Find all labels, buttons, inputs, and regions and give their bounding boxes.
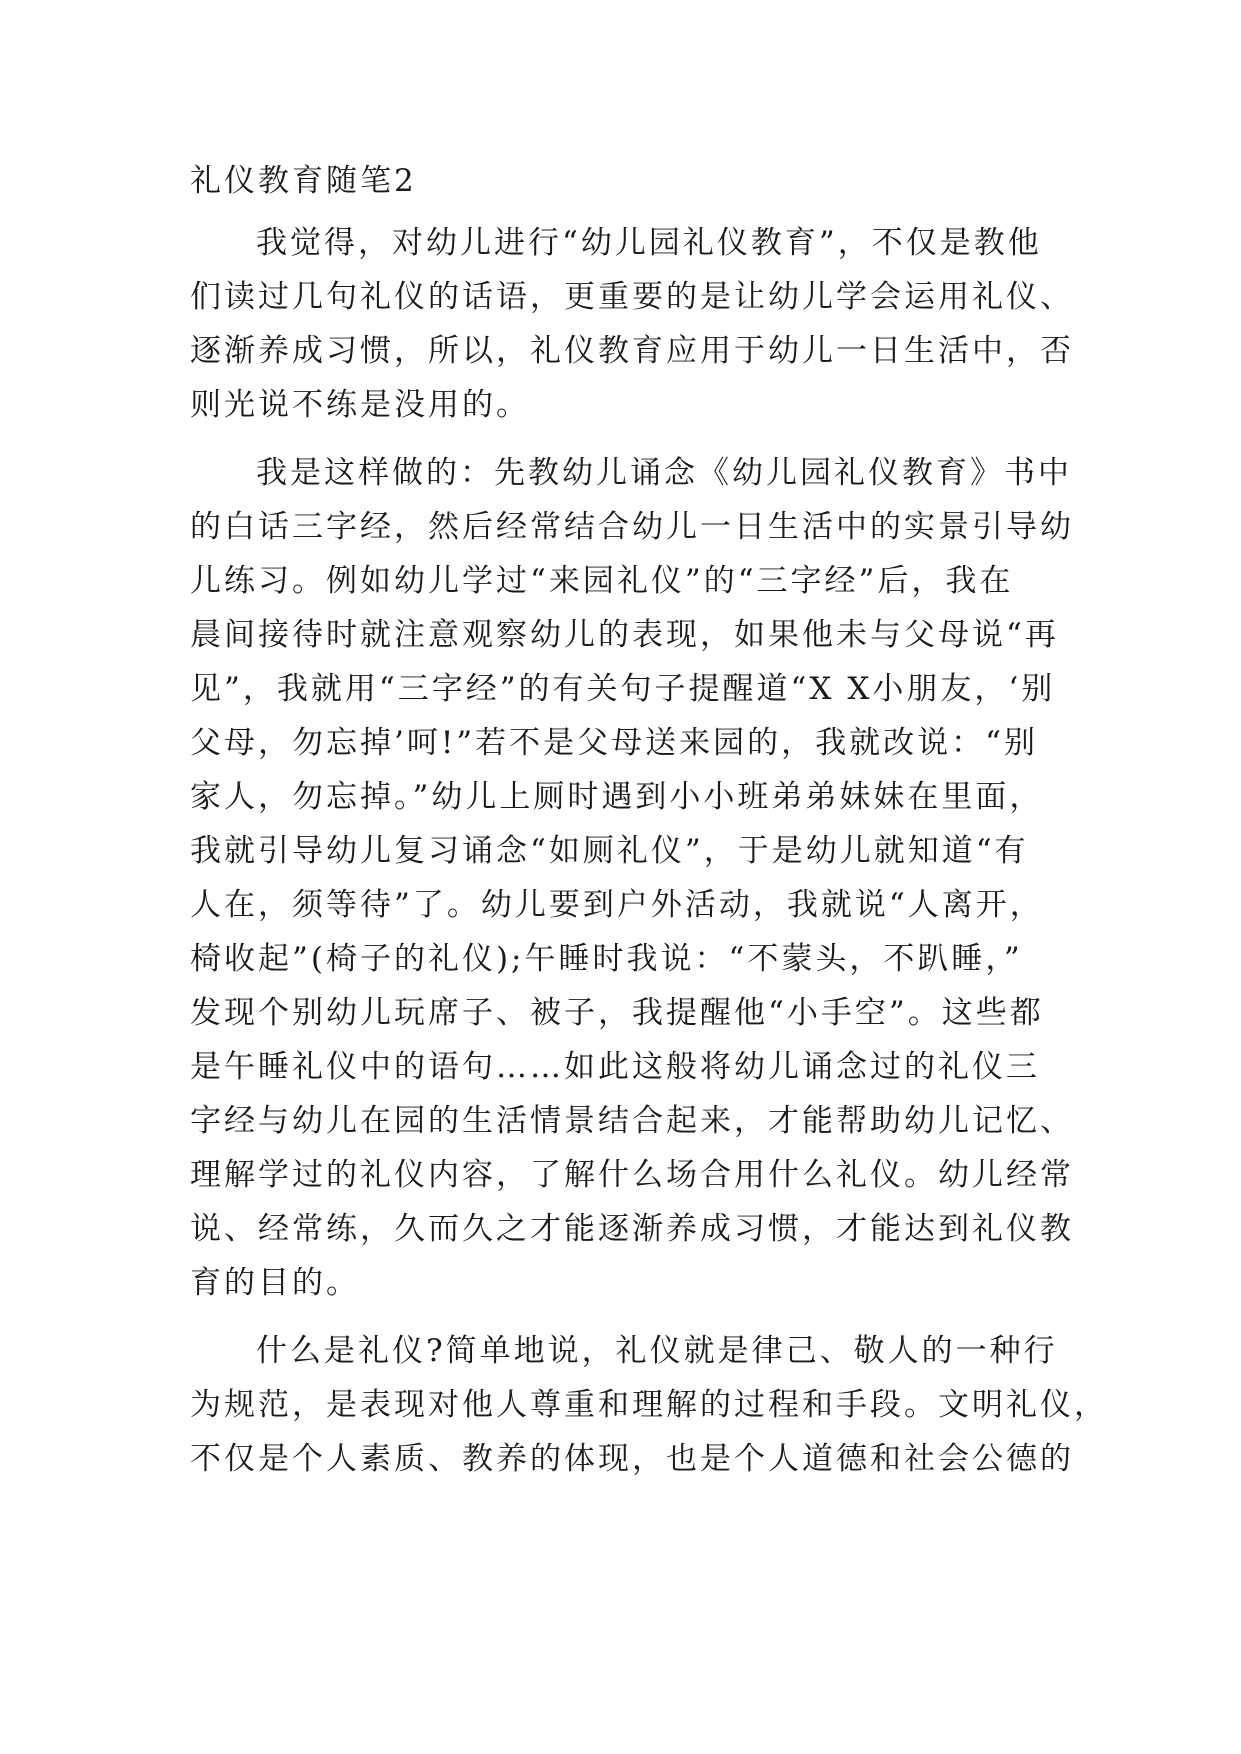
text-line: 椅收起”(椅子的礼仪);午睡时我说：“不蒙头，不趴睡，” <box>190 941 1023 977</box>
text-line: 字经与幼儿在园的生活情景结合起来，才能帮助幼儿记忆、 <box>190 1103 1074 1139</box>
text-line: 不仅是个人素质、教养的体现，也是个人道德和社会公德的 <box>190 1441 1074 1477</box>
text-line: 则光说不练是没用的。 <box>190 387 530 423</box>
text-line: 育的目的。 <box>190 1265 360 1301</box>
text-line: 是午睡礼仪中的语句……如此这般将幼儿诵念过的礼仪三 <box>190 1049 1040 1085</box>
paragraph-container <box>190 202 1108 1486</box>
paragraph <box>190 446 1074 1310</box>
text-line: 说、经常练，久而久之才能逐渐养成习惯，才能达到礼仪教 <box>190 1211 1074 1247</box>
paragraph-gap <box>190 202 1070 216</box>
text-line: 父母，勿忘掉’呵!”若不是父母送来园的，我就改说：“别 <box>190 725 1039 761</box>
text-line: 晨间接待时就注意观察幼儿的表现，如果他未与父母说“再 <box>190 617 1059 653</box>
text-line: 逐渐养成习惯，所以，礼仪教育应用于幼儿一日生活中，否 <box>190 333 1074 369</box>
text-line: 什么是礼仪?简单地说，礼仪就是律己、敬人的一种行 <box>256 1333 1058 1369</box>
text-line: 理解学过的礼仪内容，了解什么场合用什么礼仪。幼儿经常 <box>190 1157 1074 1193</box>
text-line: 们读过几句礼仪的话语，更重要的是让幼儿学会运用礼仪、 <box>190 279 1074 315</box>
paragraph <box>190 1324 1108 1486</box>
paragraph-gap <box>190 1310 1070 1324</box>
text-line: 的白话三字经，然后经常结合幼儿一日生活中的实景引导幼 <box>190 509 1074 545</box>
paragraph <box>190 216 1074 432</box>
text-line: 见”，我就用“三字经”的有关句子提醒道“X X小朋友，‘别 <box>190 671 1056 707</box>
text-line: 儿练习。例如幼儿学过“来园礼仪”的“三字经”后，我在 <box>190 563 1014 599</box>
text-line: 我是这样做的：先教幼儿诵念《幼儿园礼仪教育》书中 <box>256 455 1072 491</box>
document-body <box>190 160 1108 1486</box>
text-line: 为规范，是表现对他人尊重和理解的过程和手段。文明礼仪， <box>190 1387 1108 1423</box>
text-line: 家人，勿忘掉。”幼儿上厕时遇到小小班弟弟妹妹在里面， <box>190 779 1044 815</box>
text-line: 发现个别幼儿玩席子、被子，我提醒他“小手空”。这些都 <box>190 995 1044 1031</box>
document-title: 礼仪教育随笔2 <box>190 163 417 199</box>
text-line: 我就引导幼儿复习诵念“如厕礼仪”，于是幼儿就知道“有 <box>190 833 1029 869</box>
text-line: 人在，须等待”了。幼儿要到户外活动，我就说“人离开， <box>190 887 1044 923</box>
text-line: 我觉得，对幼儿进行“幼儿园礼仪教育”，不仅是教他 <box>256 225 1042 261</box>
paragraph-gap <box>190 432 1070 446</box>
